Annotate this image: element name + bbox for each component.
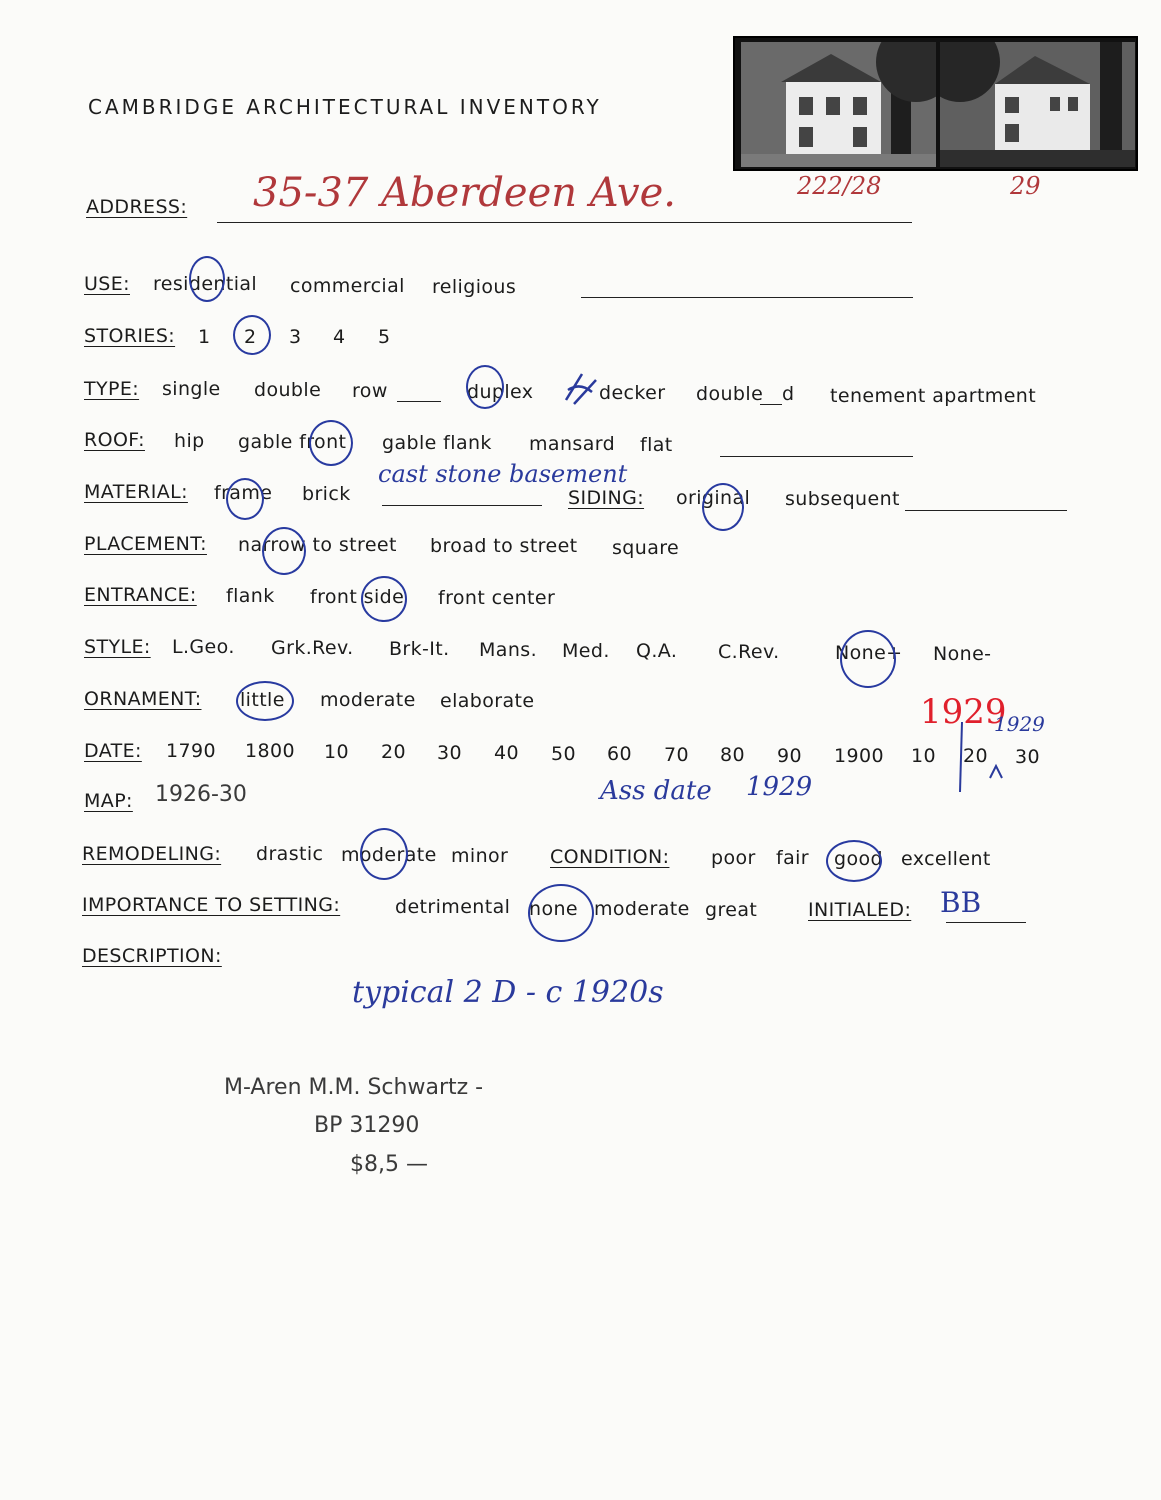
style-crev: C.Rev. (718, 641, 780, 663)
roof-hip: hip (174, 430, 205, 452)
pencil-note-architect: M-Aren M.M. Schwartz - (224, 1075, 484, 1100)
material-handwritten: cast stone basement (378, 460, 628, 488)
date-80: 80 (720, 744, 745, 766)
house-photo (733, 36, 1138, 171)
date-handwritten-red: 1929 (920, 692, 1007, 732)
style-grkrev: Grk.Rev. (271, 637, 354, 659)
material-frame: frame (214, 482, 273, 504)
ornament-elaborate: elaborate (440, 690, 535, 712)
address-value: 35-37 Aberdeen Ave. (253, 170, 676, 216)
use-label: USE: (84, 273, 130, 295)
importance-label: IMPORTANCE TO SETTING: (82, 894, 341, 916)
style-label: STYLE: (84, 636, 151, 658)
date-label: DATE: (84, 740, 142, 762)
ornament-selection-circle (236, 681, 294, 721)
date-1790: 1790 (166, 740, 216, 762)
date-40: 40 (494, 742, 519, 764)
remodeling-label: REMODELING: (82, 843, 222, 865)
pencil-note-permit: BP 31290 (314, 1113, 420, 1138)
roof-gable-flank: gable flank (382, 432, 492, 454)
use-religious: religious (432, 276, 517, 298)
placement-square: square (612, 537, 680, 559)
type-row-line (397, 401, 441, 402)
date-90: 90 (777, 745, 802, 767)
importance-detrimental: detrimental (395, 896, 511, 918)
style-brkit: Brk-It. (389, 638, 450, 660)
entrance-front-center: front center (438, 587, 556, 609)
address-label: ADDRESS: (86, 196, 188, 218)
stories-label: STORIES: (84, 325, 176, 347)
type-single: single (162, 378, 221, 400)
remodeling-selection-circle (360, 828, 408, 880)
type-d: d (782, 383, 795, 405)
photo-number: 29 (1010, 172, 1041, 200)
style-selection-circle (840, 630, 896, 688)
date-20: 20 (381, 741, 406, 763)
date-50: 50 (551, 743, 576, 765)
siding-subsequent: subsequent (785, 488, 900, 510)
style-med: Med. (562, 640, 610, 662)
type-row: row (352, 380, 388, 402)
style-qa: Q.A. (636, 640, 678, 662)
remodeling-moderate: moderate (341, 844, 437, 866)
stories-5: 5 (378, 326, 391, 348)
style-lgeo: L.Geo. (172, 636, 235, 658)
ornament-label: ORNAMENT: (84, 688, 202, 710)
siding-original: original (676, 487, 751, 509)
remodeling-drastic: drastic (256, 843, 324, 865)
style-mans: Mans. (479, 639, 538, 661)
description-value: typical 2 D - c 1920s (352, 975, 664, 1010)
date-70: 70 (664, 744, 689, 766)
type-selection-circle (466, 365, 504, 409)
address-line (217, 222, 912, 223)
type-double: double (254, 379, 322, 401)
type-double-d: double (696, 383, 764, 405)
date-1910: 10 (911, 745, 936, 767)
style-none-plus: None+ (835, 642, 903, 664)
stories-2: 2 (244, 326, 257, 348)
use-commercial: commercial (290, 275, 405, 297)
condition-poor: poor (711, 847, 756, 869)
roof-other-line (720, 456, 913, 457)
importance-moderate: moderate (594, 898, 690, 920)
ornament-moderate: moderate (320, 689, 416, 711)
condition-label: CONDITION: (550, 846, 670, 868)
roof-label: ROOF: (84, 429, 145, 451)
form-title: CAMBRIDGE ARCHITECTURAL INVENTORY (88, 95, 602, 119)
stories-3: 3 (289, 326, 302, 348)
photo-ref: 222/28 (797, 172, 882, 200)
importance-great: great (705, 899, 758, 921)
stories-1: 1 (198, 326, 211, 348)
entrance-selection-circle (361, 576, 407, 622)
importance-selection-circle (528, 884, 594, 942)
use-other-line (581, 297, 913, 298)
roof-gable-front: gable front (238, 431, 347, 453)
initialed-label: INITIALED: (808, 899, 912, 921)
date-30: 30 (437, 742, 462, 764)
placement-broad: broad to street (430, 535, 578, 557)
ornament-little: little (240, 689, 285, 711)
pencil-note-cost: $8,5 — (350, 1152, 428, 1177)
date-handwritten-blue: 1929 (994, 712, 1045, 736)
entrance-label: ENTRANCE: (84, 584, 197, 606)
date-1900: 1900 (834, 745, 884, 767)
entrance-flank: flank (226, 585, 275, 607)
type-label: TYPE: (84, 378, 140, 400)
type-decker: decker (599, 382, 666, 404)
placement-narrow: narrow to street (238, 534, 397, 556)
stories-selection-circle (233, 315, 271, 355)
material-other-line (382, 505, 542, 506)
assessed-date-label: Ass date (600, 776, 712, 806)
placement-label: PLACEMENT: (84, 533, 207, 555)
description-label: DESCRIPTION: (82, 945, 222, 967)
condition-excellent: excellent (901, 848, 991, 870)
material-label: MATERIAL: (84, 481, 188, 503)
date-1920: 20 (963, 745, 988, 767)
type-duplex: duplex (467, 381, 534, 403)
date-60: 60 (607, 743, 632, 765)
placement-selection-circle (262, 527, 306, 575)
date-1800: 1800 (245, 740, 295, 762)
condition-fair: fair (776, 847, 810, 869)
roof-selection-circle (309, 420, 353, 466)
material-brick: brick (302, 483, 351, 505)
type-decker-mark (562, 370, 602, 408)
type-tenement-apartment: tenement apartment (830, 385, 1037, 407)
importance-none: none (529, 898, 578, 920)
siding-other-line (905, 510, 1067, 511)
use-residential: residential (153, 273, 258, 295)
use-selection-circle (189, 256, 225, 302)
assessed-date-value: 1929 (746, 772, 813, 802)
style-none-minus: None- (933, 643, 992, 665)
material-selection-circle (226, 478, 264, 520)
date-1930: 30 (1015, 746, 1040, 768)
entrance-front-side: front side (310, 586, 405, 608)
roof-flat: flat (640, 434, 673, 456)
siding-selection-circle (702, 483, 744, 531)
siding-label: SIDING: (568, 487, 645, 509)
roof-mansard: mansard (529, 433, 616, 455)
stories-4: 4 (333, 326, 346, 348)
remodeling-minor: minor (451, 845, 509, 867)
initialed-line (946, 922, 1026, 923)
type-double-line (760, 404, 782, 405)
date-10: 10 (324, 741, 349, 763)
map-value: 1926-30 (155, 782, 247, 807)
condition-selection-circle (826, 840, 882, 882)
date-insert-mark (952, 718, 1012, 798)
initials-value: BB (940, 886, 982, 919)
map-label: MAP: (84, 790, 133, 812)
condition-good: good (834, 848, 883, 870)
